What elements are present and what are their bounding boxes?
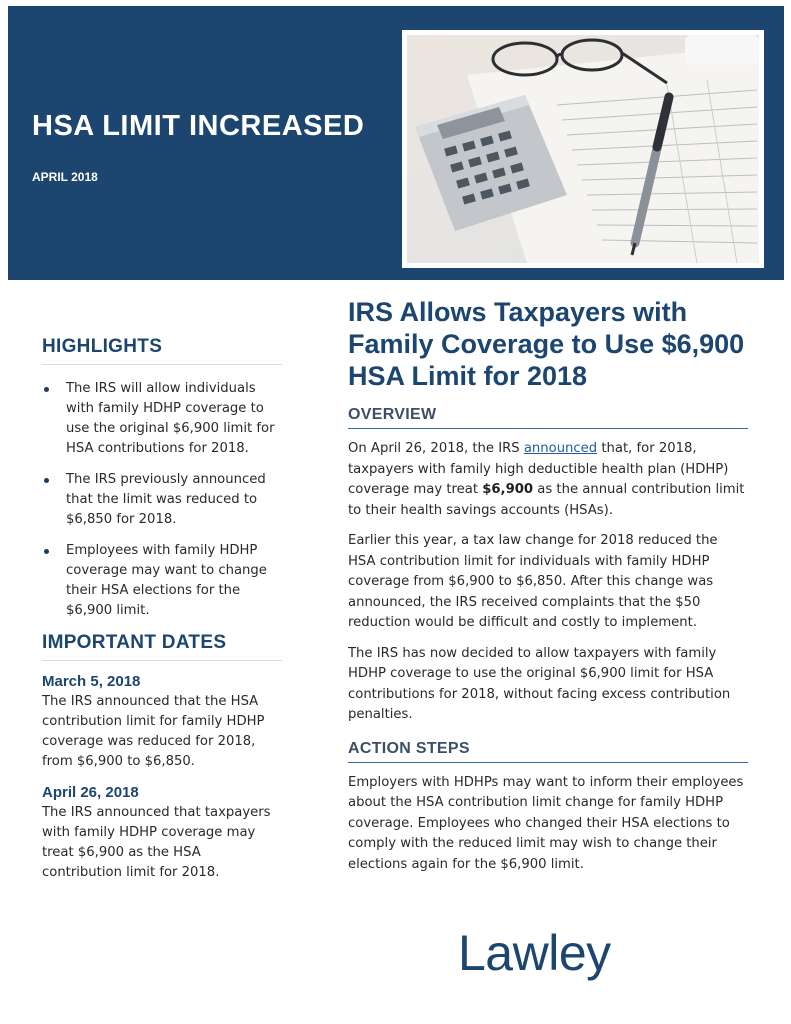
date-description: The IRS announced that taxpayers with family HDHP coverage may treat $6,900 as the HSA contribution limit for 2018.	[42, 805, 271, 880]
header-banner	[8, 6, 784, 280]
overview-paragraph	[348, 439, 748, 521]
banner-title: HSA LIMIT INCREASED	[32, 110, 365, 142]
text-run: as the annual contribution limit to their health savings accounts (HSAs).	[348, 482, 745, 518]
highlight-item: Employees with family HDHP coverage may want to change their HSA elections for the $6,900 limit.	[42, 541, 282, 621]
announced-link[interactable]: announced	[523, 441, 598, 456]
action-steps-paragraph: Employers with HDHPs may want to inform their employees about the HSA contribution limit change for family HDHP coverage. Employees who changed their HSA elections to comply with the reduced limit may wish to change their elections again for the $6,900 limit.	[348, 774, 744, 872]
date-entry	[42, 673, 282, 772]
text-run: On April 26, 2018, the IRS	[348, 441, 524, 456]
important-dates-heading: IMPORTANT DATES	[42, 632, 282, 661]
highlight-item: The IRS will allow individuals with family HDHP coverage to use the original $6,900 limit for HSA contributions for 2018.	[42, 379, 282, 459]
highlight-item: The IRS previously announced that the limit was reduced to $6,850 for 2018.	[42, 470, 282, 530]
article-title: IRS Allows Taxpayers with Family Coverage to Use $6,900 HSA Limit for 2018	[348, 297, 745, 391]
highlights-list	[42, 379, 282, 621]
article	[348, 296, 748, 875]
date-description: The IRS announced that the HSA contribution limit for family HDHP coverage was reduced for 2018, from $6,900 to $6,850.	[42, 694, 265, 769]
calculator-photo-illustration	[407, 35, 759, 263]
text-run: that, for 2018, taxpayers with family high deductible health plan (HDHP) coverage may treat	[348, 441, 729, 497]
sidebar	[42, 336, 282, 883]
highlights-heading: HIGHLIGHTS	[42, 336, 282, 365]
calculator-photo	[402, 30, 764, 268]
action-steps-heading: ACTION STEPS	[348, 740, 748, 763]
date-title: March 5, 2018	[42, 673, 141, 690]
overview-paragraph: The IRS has now decided to allow taxpayers with family HDHP coverage to use the original $6,900 limit for HSA contributions for 2018, without facing excess contribution penalties.	[348, 645, 731, 722]
limit-amount: $6,900	[482, 482, 534, 497]
lawley-logo: Lawley	[458, 925, 611, 981]
overview-paragraph: Earlier this year, a tax law change for 2018 reduced the HSA contribution limit for individuals with family HDHP coverage from $6,900 to $6,850. After this change was announced, the IRS received complaints that the $50 reduction would be difficult and costly to implement.	[348, 533, 718, 630]
banner-date: APRIL 2018	[32, 170, 98, 184]
overview-heading: OVERVIEW	[348, 406, 748, 429]
date-title: April 26, 2018	[42, 784, 139, 801]
date-entry	[42, 784, 282, 883]
